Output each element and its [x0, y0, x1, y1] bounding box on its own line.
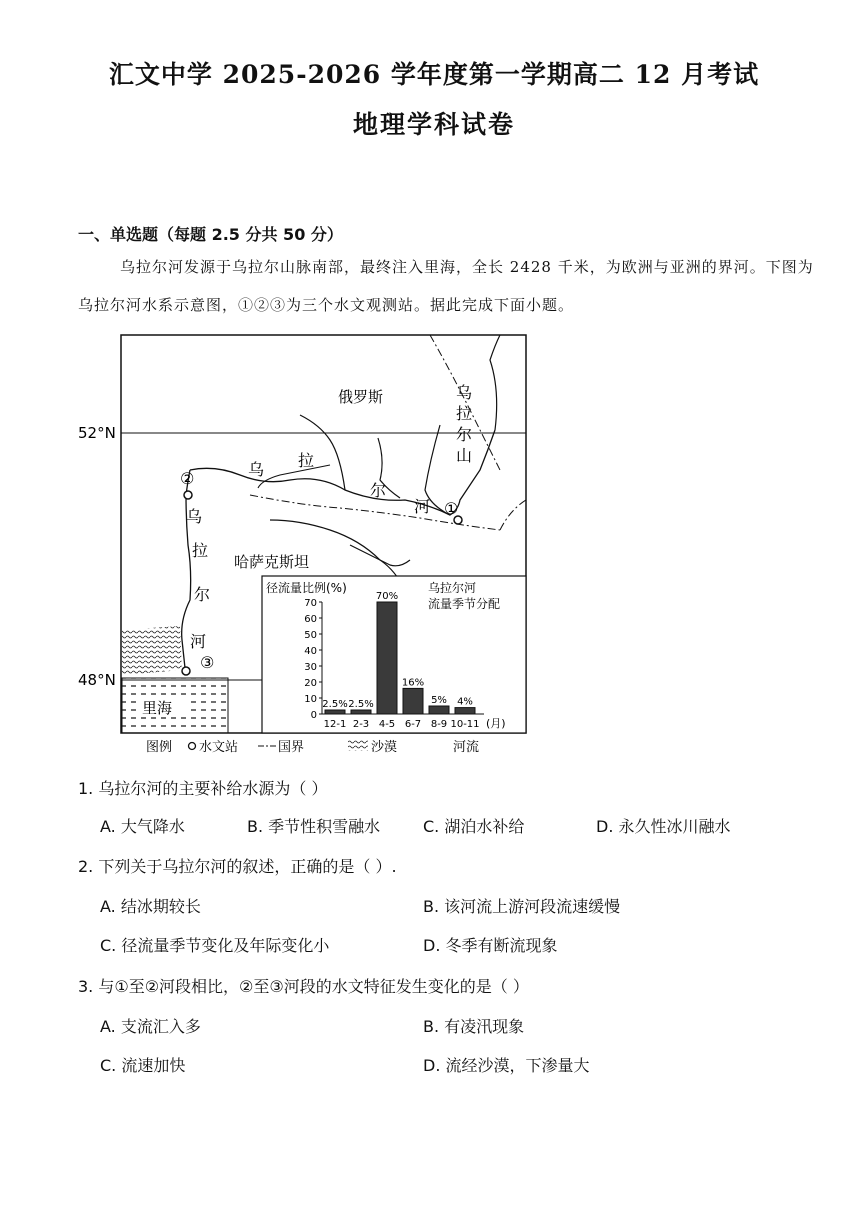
x-category-label: 6-7	[404, 719, 422, 730]
bar-8-9	[429, 706, 449, 714]
bar-value-label: 4%	[457, 696, 473, 708]
station-1-label: ①	[444, 499, 459, 518]
q3-option-a[interactable]: A. 支流汇入多	[100, 1017, 201, 1036]
q3-option-c[interactable]: C. 流速加快	[100, 1056, 186, 1075]
river-upper	[490, 335, 500, 430]
q1-option-c[interactable]: C. 湖泊水补给	[423, 817, 525, 836]
bar-value-label: 2.5%	[348, 699, 374, 710]
q1-option-a[interactable]: A. 大气降水	[100, 817, 185, 836]
q1-option-d[interactable]: D. 永久性冰川融水	[596, 817, 731, 836]
bar-10-11	[455, 708, 475, 714]
river-h-char-3: 尔	[370, 481, 387, 500]
y-tick-label: 60	[304, 614, 317, 625]
intro-line-1: 乌拉尔河发源于乌拉尔山脉南部，最终注入里海，全长 2428 千米，为欧洲与亚洲的界河。下图为	[120, 258, 814, 276]
x-category-label: 2-3	[352, 719, 370, 730]
station-3-marker	[182, 667, 190, 675]
x-category-label: 4-5	[378, 719, 396, 730]
question-3: 3. 与①至②河段相比，②至③河段的水文特征发生变化的是（ ）	[78, 977, 529, 996]
exam-title: 汇文中学 2025-2026 学年度第一学期高二 12 月考试	[108, 60, 760, 89]
q3-option-b[interactable]: B. 有凌汛现象	[423, 1017, 525, 1036]
station-2-marker	[184, 491, 192, 499]
mountain-char-3: 尔	[456, 425, 473, 444]
mountain-char-4: 山	[456, 446, 473, 465]
y-tick-label: 10	[304, 694, 317, 705]
legend-river-label: 河流	[453, 740, 480, 755]
y-tick-label: 30	[304, 662, 317, 673]
q1-option-b[interactable]: B. 季节性积雪融水	[247, 817, 381, 836]
chart-title-line2: 流量季节分配	[428, 597, 501, 611]
sea-label: 里海	[142, 699, 173, 717]
legend-station-icon	[189, 743, 196, 750]
exam-subtitle: 地理学科试卷	[352, 110, 515, 139]
bar-12-1	[325, 710, 345, 714]
q2-option-c[interactable]: C. 径流量季节变化及年际变化小	[100, 936, 330, 955]
country-border	[250, 495, 500, 530]
river-v-char-2: 拉	[192, 541, 209, 560]
river-h-char-4: 河	[414, 497, 431, 516]
legend-title: 图例	[146, 740, 173, 755]
q2-option-a[interactable]: A. 结冰期较长	[100, 897, 201, 916]
y-tick-label: 70	[304, 598, 317, 609]
station-2-label: ②	[180, 469, 195, 488]
q2-option-d[interactable]: D. 冬季有断流现象	[423, 936, 558, 955]
river-h-char-1: 乌	[248, 460, 265, 479]
bar-value-label: 16%	[401, 677, 425, 689]
intro-line-2: 乌拉尔河水系示意图，①②③为三个水文观测站。据此完成下面小题。	[78, 296, 575, 314]
question-1: 1. 乌拉尔河的主要补给水源为（ ）	[78, 779, 328, 798]
y-tick-label: 40	[304, 646, 317, 657]
bar-4-5	[377, 602, 397, 714]
russia-label: 俄罗斯	[338, 388, 384, 406]
legend-desert-label: 沙漠	[371, 740, 398, 755]
x-category-label: 12-1	[323, 719, 347, 730]
lat-48-label: 48°N	[78, 671, 116, 689]
river-h-char-2: 拉	[298, 451, 315, 470]
q2-option-b[interactable]: B. 该河流上游河段流速缓慢	[423, 897, 621, 916]
chart-title-line1: 乌拉尔河	[428, 581, 477, 595]
legend-border-label: 国界	[278, 740, 305, 755]
y-tick-label: 50	[304, 630, 317, 641]
bar-6-7	[403, 688, 423, 714]
bar-value-label: 5%	[431, 695, 447, 706]
chart-ylabel: 径流量比例(%)	[266, 581, 347, 595]
river-v-char-1: 乌	[186, 507, 203, 526]
kazakhstan-label: 哈萨克斯坦	[234, 553, 310, 571]
bar-2-3	[351, 710, 371, 714]
bar-value-label: 2.5%	[322, 699, 348, 710]
legend-desert-icon	[348, 739, 368, 751]
y-tick-label: 20	[304, 678, 317, 689]
mountain-char-1: 乌	[456, 383, 473, 402]
mountain-char-2: 拉	[456, 404, 473, 423]
q3-option-d[interactable]: D. 流经沙漠，下渗量大	[423, 1056, 590, 1075]
x-category-label: 8-9	[430, 719, 448, 730]
station-3-label: ③	[200, 653, 215, 672]
lat-52-label: 52°N	[78, 424, 116, 442]
ural-river-map	[0, 330, 868, 760]
y-tick-label: 0	[310, 710, 317, 721]
section-heading: 一、单选题（每题 2.5 分共 50 分）	[78, 225, 343, 244]
bar-value-label: 70%	[375, 591, 399, 602]
legend-station-label: 水文站	[199, 740, 239, 755]
river-v-char-3: 尔	[194, 585, 211, 604]
desert-area	[122, 626, 182, 675]
river-v-char-4: 河	[190, 632, 207, 651]
chart-x-unit: (月)	[486, 717, 506, 730]
x-category-label: 10-11	[450, 719, 480, 730]
question-2: 2. 下列关于乌拉尔河的叙述，正确的是（ ）.	[78, 857, 397, 876]
